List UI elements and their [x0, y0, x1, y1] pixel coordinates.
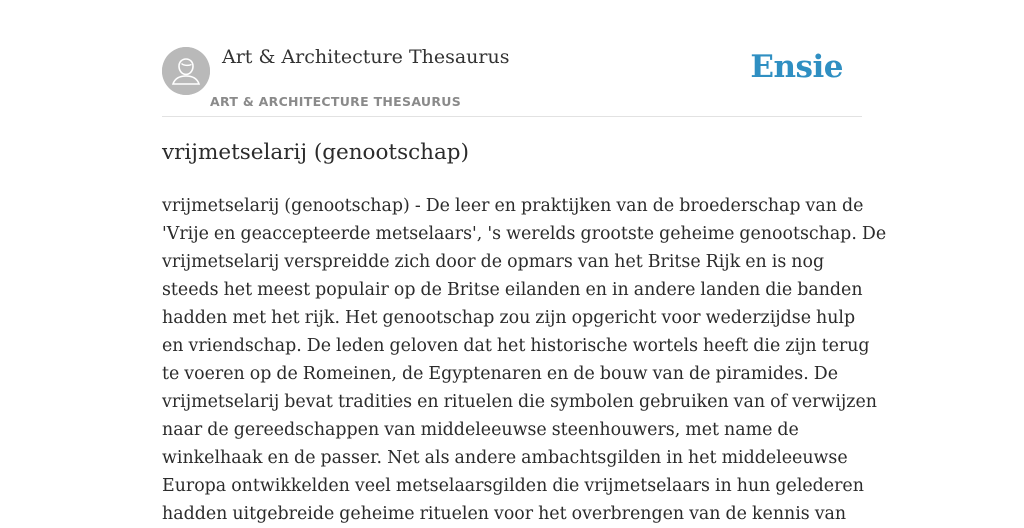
body-line: 'Vrije en geaccepteerde metselaars', 's werelds grootste geheime genootschap. De: [162, 224, 887, 244]
author-source-label[interactable]: ART & ARCHITECTURE THESAURUS: [210, 94, 462, 109]
header: [162, 0, 862, 117]
author-name[interactable]: Art & Architecture Thesaurus: [222, 46, 510, 68]
body-line: steeds het meest populair op de Britse eilanden en in andere landen die banden: [162, 280, 863, 300]
ensie-logo[interactable]: Ensie: [750, 49, 843, 85]
body-line: hadden uitgebreide geheime rituelen voor het overbrengen van de kennis van: [162, 504, 847, 524]
user-avatar-icon[interactable]: [162, 47, 210, 95]
article-body: [162, 192, 887, 528]
body-line: vrijmetselarij verspreidde zich door de opmars van het Britse Rijk en is nog: [162, 252, 825, 272]
body-line: en vriendschap. De leden geloven dat het historische wortels heeft die zijn terug: [162, 336, 870, 356]
body-line: Europa ontwikkelden veel metselaarsgilden die vrijmetselaars in hun gelederen: [162, 476, 864, 496]
body-line: winkelhaak en de passer. Net als andere ambachtsgilden in het middeleeuwse: [162, 448, 848, 468]
body-line: vrijmetselarij bevat tradities en rituelen die symbolen gebruiken van of verwijzen: [162, 392, 877, 412]
page: [162, 0, 887, 524]
page-title: vrijmetselarij (genootschap): [162, 140, 469, 165]
body-line: vrijmetselarij (genootschap) - De leer en praktijken van de broederschap van de: [162, 196, 864, 216]
body-line: naar de gereedschappen van middeleeuwse steenhouwers, met name de: [162, 420, 799, 440]
body-line: hadden met het rijk. Het genootschap zou zijn opgericht voor wederzijdse hulp: [162, 308, 856, 328]
body-line: te voeren op de Romeinen, de Egyptenaren en de bouw van de piramides. De: [162, 364, 839, 384]
